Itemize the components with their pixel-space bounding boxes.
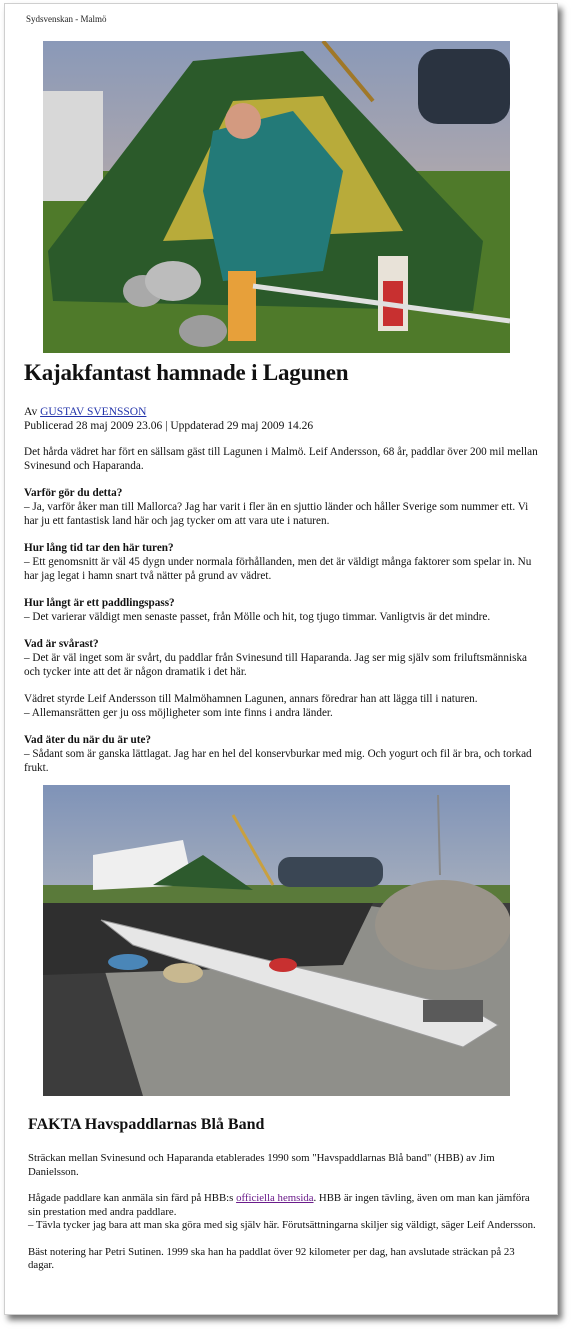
- source-label: Sydsvenskan - Malmö: [26, 14, 107, 24]
- fakta-paragraph: Hågade paddlare kan anmäla sin färd på HBB:s officiella hemsida. HBB är ingen tävling, även om man kan jämföra sin prestation med andra paddlare. – Tävla tycker jag bara att man ska göra med sig själv här. Förutsättningarna skiljer sig väldigt, säger Leif Andersson.: [28, 1192, 536, 1231]
- question: Hur lång tid tar den här turen?: [24, 542, 174, 554]
- tent-photo: [43, 41, 510, 353]
- answer: – Ett genomsnitt är väl 45 dygn under normala förhållanden, men det är väldigt många faktorer som spelar in. Nu har jag legat i hamn snart två nätter på grund av vädret.: [24, 556, 532, 582]
- answer: – Sådant som är ganska lättlagat. Jag har en hel del konservburkar med mig. Och yogurt och fil är bra, och torkad frukt.: [24, 748, 532, 774]
- question: Hur långt är ett paddlingspass?: [24, 597, 175, 609]
- author-link[interactable]: GUSTAV SVENSSON: [40, 406, 147, 418]
- article-intro: Det hårda vädret har fört en sällsam gäst till Lagunen i Malmö. Leif Andersson, 68 år, paddlar över 200 mil mellan Svinesund och Haparanda.: [24, 446, 538, 472]
- qa-item: [24, 637, 538, 679]
- publish-dates: Publicerad 28 maj 2009 23.06 | Uppdaterad 29 maj 2009 14.26: [24, 420, 314, 432]
- question: Vad äter du när du är ute?: [24, 734, 152, 746]
- question: Vad är svårast?: [24, 638, 99, 650]
- article-body: [24, 445, 538, 788]
- answer: – Det är väl inget som är svårt, du paddlar från Svinesund till Haparanda. Jag ser mig själv som friluftsmänniska och tycker inte att det är någon dramatik i det här.: [24, 652, 528, 678]
- answer: – Ja, varför åker man till Mallorca? Jag har varit i fler än en sjuttio länder och håller Sverige som nummer ett. Vi har ju ett fantastisk land här och jag tycker om att vara ute i naturen.: [24, 501, 529, 527]
- fakta-box: [28, 1152, 538, 1286]
- qa-item: [24, 596, 538, 624]
- fakta-paragraph: Sträckan mellan Svinesund och Haparanda etablerades 1990 som "Havspaddlarnas Blå band" (HBB) av Jim Danielsson.: [28, 1152, 495, 1178]
- article-page: [4, 3, 558, 1315]
- qa-item: [24, 486, 538, 528]
- article-headline: Kajakfantast hamnade i Lagunen: [24, 360, 349, 385]
- kayak-photo: [43, 785, 510, 1096]
- qa-item: [24, 541, 538, 583]
- byline-prefix: Av: [24, 406, 41, 418]
- fakta-paragraph: Bäst notering har Petri Sutinen. 1999 ska han ha paddlat över 92 kilometer per dag, han avslutade sträckan på 23 dagar.: [28, 1245, 515, 1271]
- question: Varför gör du detta?: [24, 487, 123, 499]
- official-website-link[interactable]: officiella hemsida: [236, 1192, 314, 1204]
- byline: [24, 405, 313, 433]
- middle-paragraph: Vädret styrde Leif Andersson till Malmöhamnen Lagunen, annars föredrar han att lägga till i naturen. – Allemansrätten ger ju oss möjligheter som inte finns i andra länder.: [24, 693, 478, 719]
- fakta-title: FAKTA Havspaddlarnas Blå Band: [28, 1116, 265, 1133]
- answer: – Det varierar väldigt men senaste passet, från Mölle och hit, tog tjugo timmar. Vanligtvis är det mindre.: [24, 611, 491, 623]
- qa-item: [24, 733, 538, 775]
